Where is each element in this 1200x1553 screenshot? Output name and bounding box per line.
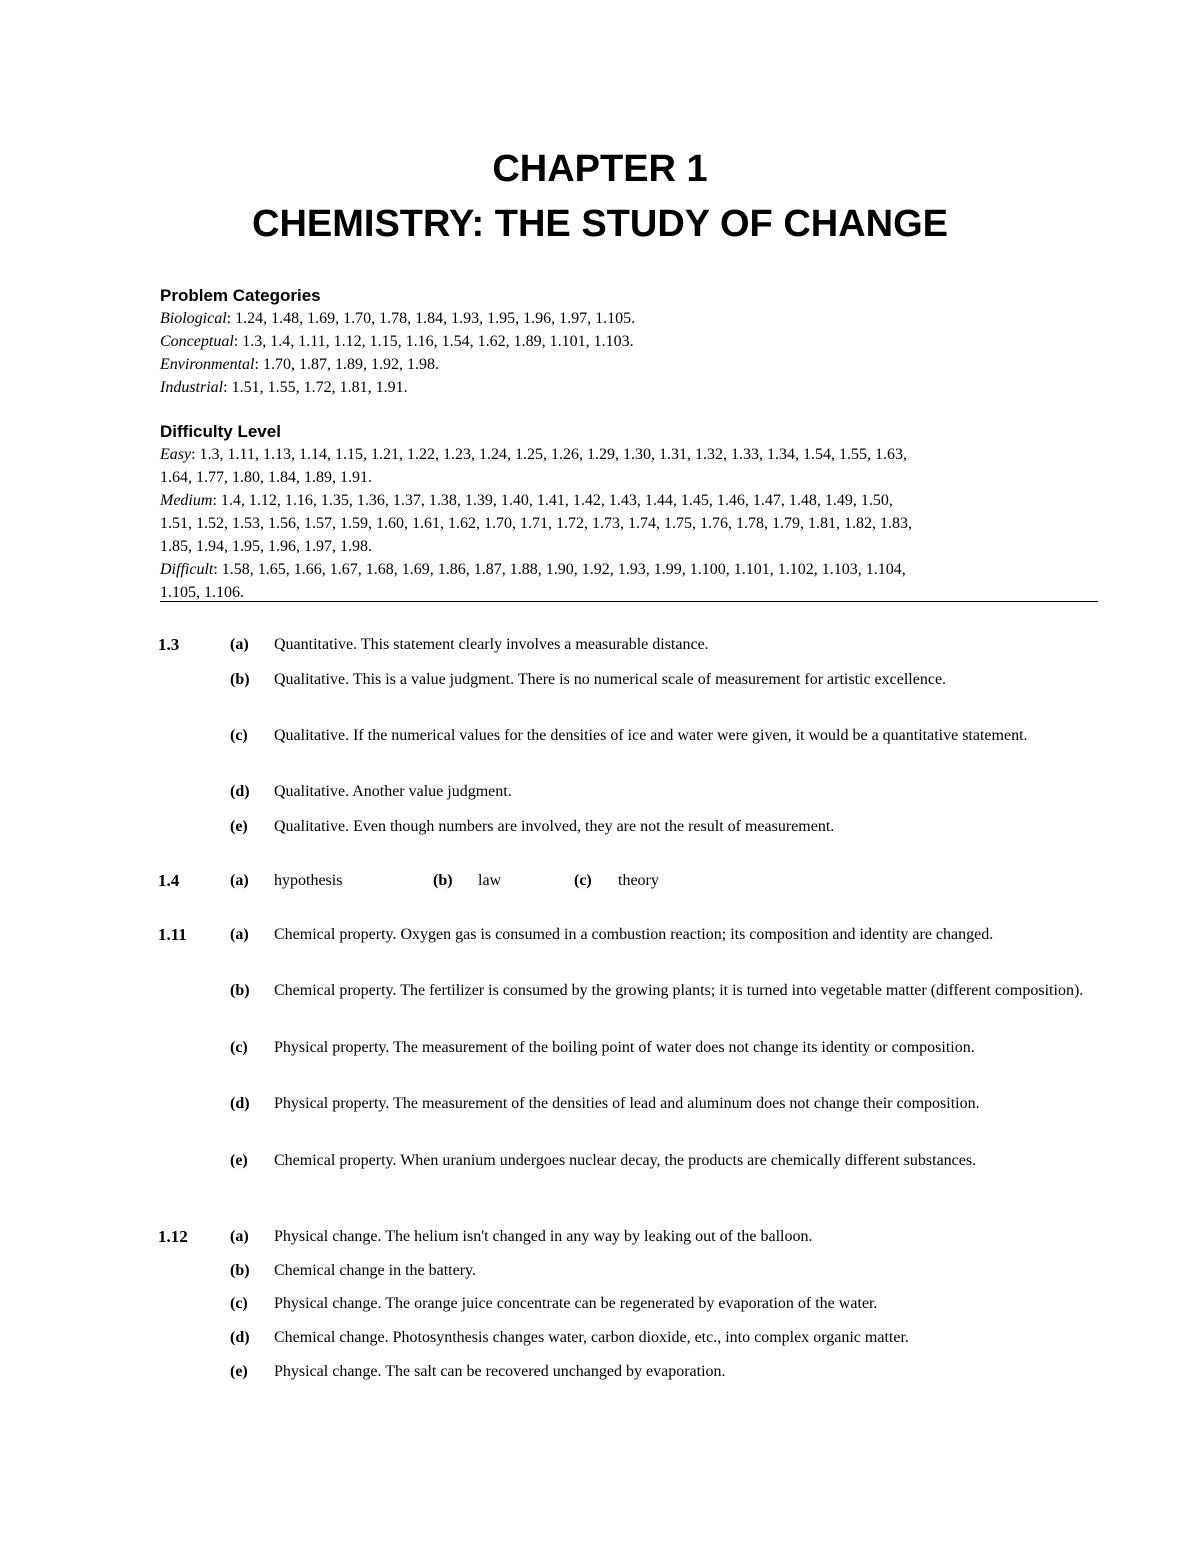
item-letter: (d) xyxy=(230,1095,250,1112)
difficulty-label-easy: Easy xyxy=(160,446,192,463)
category-label: Environmental xyxy=(160,356,255,373)
item-text: Chemical change. Photosynthesis changes water, carbon dioxide, etc., into complex organic matter. xyxy=(274,1329,909,1346)
item-letter: (a) xyxy=(230,872,249,889)
item-text: Qualitative. Even though numbers are involved, they are not the result of measurement. xyxy=(274,818,835,835)
item-letter: (c) xyxy=(230,1295,248,1312)
item-letter: (c) xyxy=(230,1039,248,1056)
section-divider xyxy=(160,601,1098,602)
difficulty-line: 1.51, 1.52, 1.53, 1.56, 1.57, 1.59, 1.60, 1.61, 1.62, 1.70, 1.71, 1.72, 1.73, 1.74, 1.75, 1.76, 1.78, 1.79, 1.81, 1.82, 1.83, xyxy=(160,515,912,532)
problem-categories-heading: Problem Categories xyxy=(160,286,321,305)
category-values: : 1.24, 1.48, 1.69, 1.70, 1.78, 1.84, 1.93, 1.95, 1.96, 1.97, 1.105. xyxy=(226,310,636,327)
item-letter: (e) xyxy=(230,1363,248,1380)
difficulty-label-difficult: Difficult xyxy=(160,561,214,578)
category-values: : 1.3, 1.4, 1.11, 1.12, 1.15, 1.16, 1.54, 1.62, 1.89, 1.101, 1.103. xyxy=(233,333,634,350)
item-letter: (b) xyxy=(433,872,453,889)
problem-number: 1.12 xyxy=(158,1227,188,1246)
difficulty-label-medium: Medium xyxy=(160,492,213,509)
item-letter: (e) xyxy=(230,818,248,835)
item-text: Physical property. The measurement of the boiling point of water does not change its identity or composition. xyxy=(274,1039,975,1056)
problem-number: 1.4 xyxy=(158,871,180,890)
category-values: : 1.51, 1.55, 1.72, 1.81, 1.91. xyxy=(223,379,408,396)
difficulty-values: : 1.58, 1.65, 1.66, 1.67, 1.68, 1.69, 1.86, 1.87, 1.88, 1.90, 1.92, 1.93, 1.99, 1.100, 1.101, 1.102, 1.103, 1.104, xyxy=(213,561,906,578)
item-text: law xyxy=(478,872,502,889)
difficulty-level-list xyxy=(160,443,1095,604)
difficulty-values: : 1.3, 1.11, 1.13, 1.14, 1.15, 1.21, 1.22, 1.23, 1.24, 1.25, 1.26, 1.29, 1.30, 1.31, 1.32, 1.33, 1.34, 1.54, 1.55, 1.63, xyxy=(191,446,907,463)
difficulty-line xyxy=(160,489,1095,512)
chapter-title: CHEMISTRY: THE STUDY OF CHANGE xyxy=(252,203,948,245)
item-text: hypothesis xyxy=(274,872,343,889)
item-letter: (b) xyxy=(230,671,250,688)
item-text: Physical change. The helium isn't changed in any way by leaking out of the balloon. xyxy=(274,1228,813,1245)
difficulty-values: : 1.4, 1.12, 1.16, 1.35, 1.36, 1.37, 1.38, 1.39, 1.40, 1.41, 1.42, 1.43, 1.44, 1.45, 1.46, 1.47, 1.48, 1.49, 1.50, xyxy=(212,492,893,509)
item-text: Chemical property. Oxygen gas is consumed in a combustion reaction; its composition and identity are changed. xyxy=(274,926,994,943)
problem-number: 1.3 xyxy=(158,635,180,654)
item-text: Qualitative. If the numerical values for the densities of ice and water were given, it would be a quantitative statement. xyxy=(274,727,1028,744)
item-letter: (c) xyxy=(230,727,248,744)
difficulty-line xyxy=(160,558,1095,581)
category-label: Industrial xyxy=(160,379,224,396)
category-line xyxy=(160,353,1095,376)
item-letter: (a) xyxy=(230,1228,249,1245)
difficulty-line: 1.64, 1.77, 1.80, 1.84, 1.89, 1.91. xyxy=(160,469,372,486)
difficulty-line xyxy=(160,443,1095,466)
category-values: : 1.70, 1.87, 1.89, 1.92, 1.98. xyxy=(254,356,439,373)
item-text: Chemical change in the battery. xyxy=(274,1262,476,1279)
problem-categories-list xyxy=(160,307,1095,399)
problem-number: 1.11 xyxy=(158,925,187,944)
item-text: Qualitative. This is a value judgment. There is no numerical scale of measurement for artistic excellence. xyxy=(274,671,947,688)
category-line xyxy=(160,376,1095,399)
category-label: Biological xyxy=(160,310,227,327)
item-text: Physical change. The orange juice concentrate can be regenerated by evaporation of the water. xyxy=(274,1295,878,1312)
item-letter: (a) xyxy=(230,636,249,653)
item-letter: (d) xyxy=(230,1329,250,1346)
item-text: theory xyxy=(618,872,659,889)
item-letter: (b) xyxy=(230,1262,250,1279)
item-text: Physical property. The measurement of the densities of lead and aluminum does not change their composition. xyxy=(274,1095,980,1112)
chapter-number: CHAPTER 1 xyxy=(492,148,708,190)
item-letter: (a) xyxy=(230,926,249,943)
category-line xyxy=(160,307,1095,330)
difficulty-line: 1.105, 1.106. xyxy=(160,584,244,601)
item-text: Chemical property. The fertilizer is consumed by the growing plants; it is turned into vegetable matter (different composition). xyxy=(274,982,1084,999)
item-letter: (d) xyxy=(230,783,250,800)
category-line xyxy=(160,330,1095,353)
item-text: Physical change. The salt can be recovered unchanged by evaporation. xyxy=(274,1363,726,1380)
item-text: Quantitative. This statement clearly involves a measurable distance. xyxy=(274,636,709,653)
item-text: Chemical property. When uranium undergoes nuclear decay, the products are chemically different substances. xyxy=(274,1152,977,1169)
item-letter: (e) xyxy=(230,1152,248,1169)
item-letter: (c) xyxy=(574,872,592,889)
item-letter: (b) xyxy=(230,982,250,999)
difficulty-level-heading: Difficulty Level xyxy=(160,422,281,441)
item-text: Qualitative. Another value judgment. xyxy=(274,783,512,800)
category-label: Conceptual xyxy=(160,333,234,350)
difficulty-line: 1.85, 1.94, 1.95, 1.96, 1.97, 1.98. xyxy=(160,538,372,555)
